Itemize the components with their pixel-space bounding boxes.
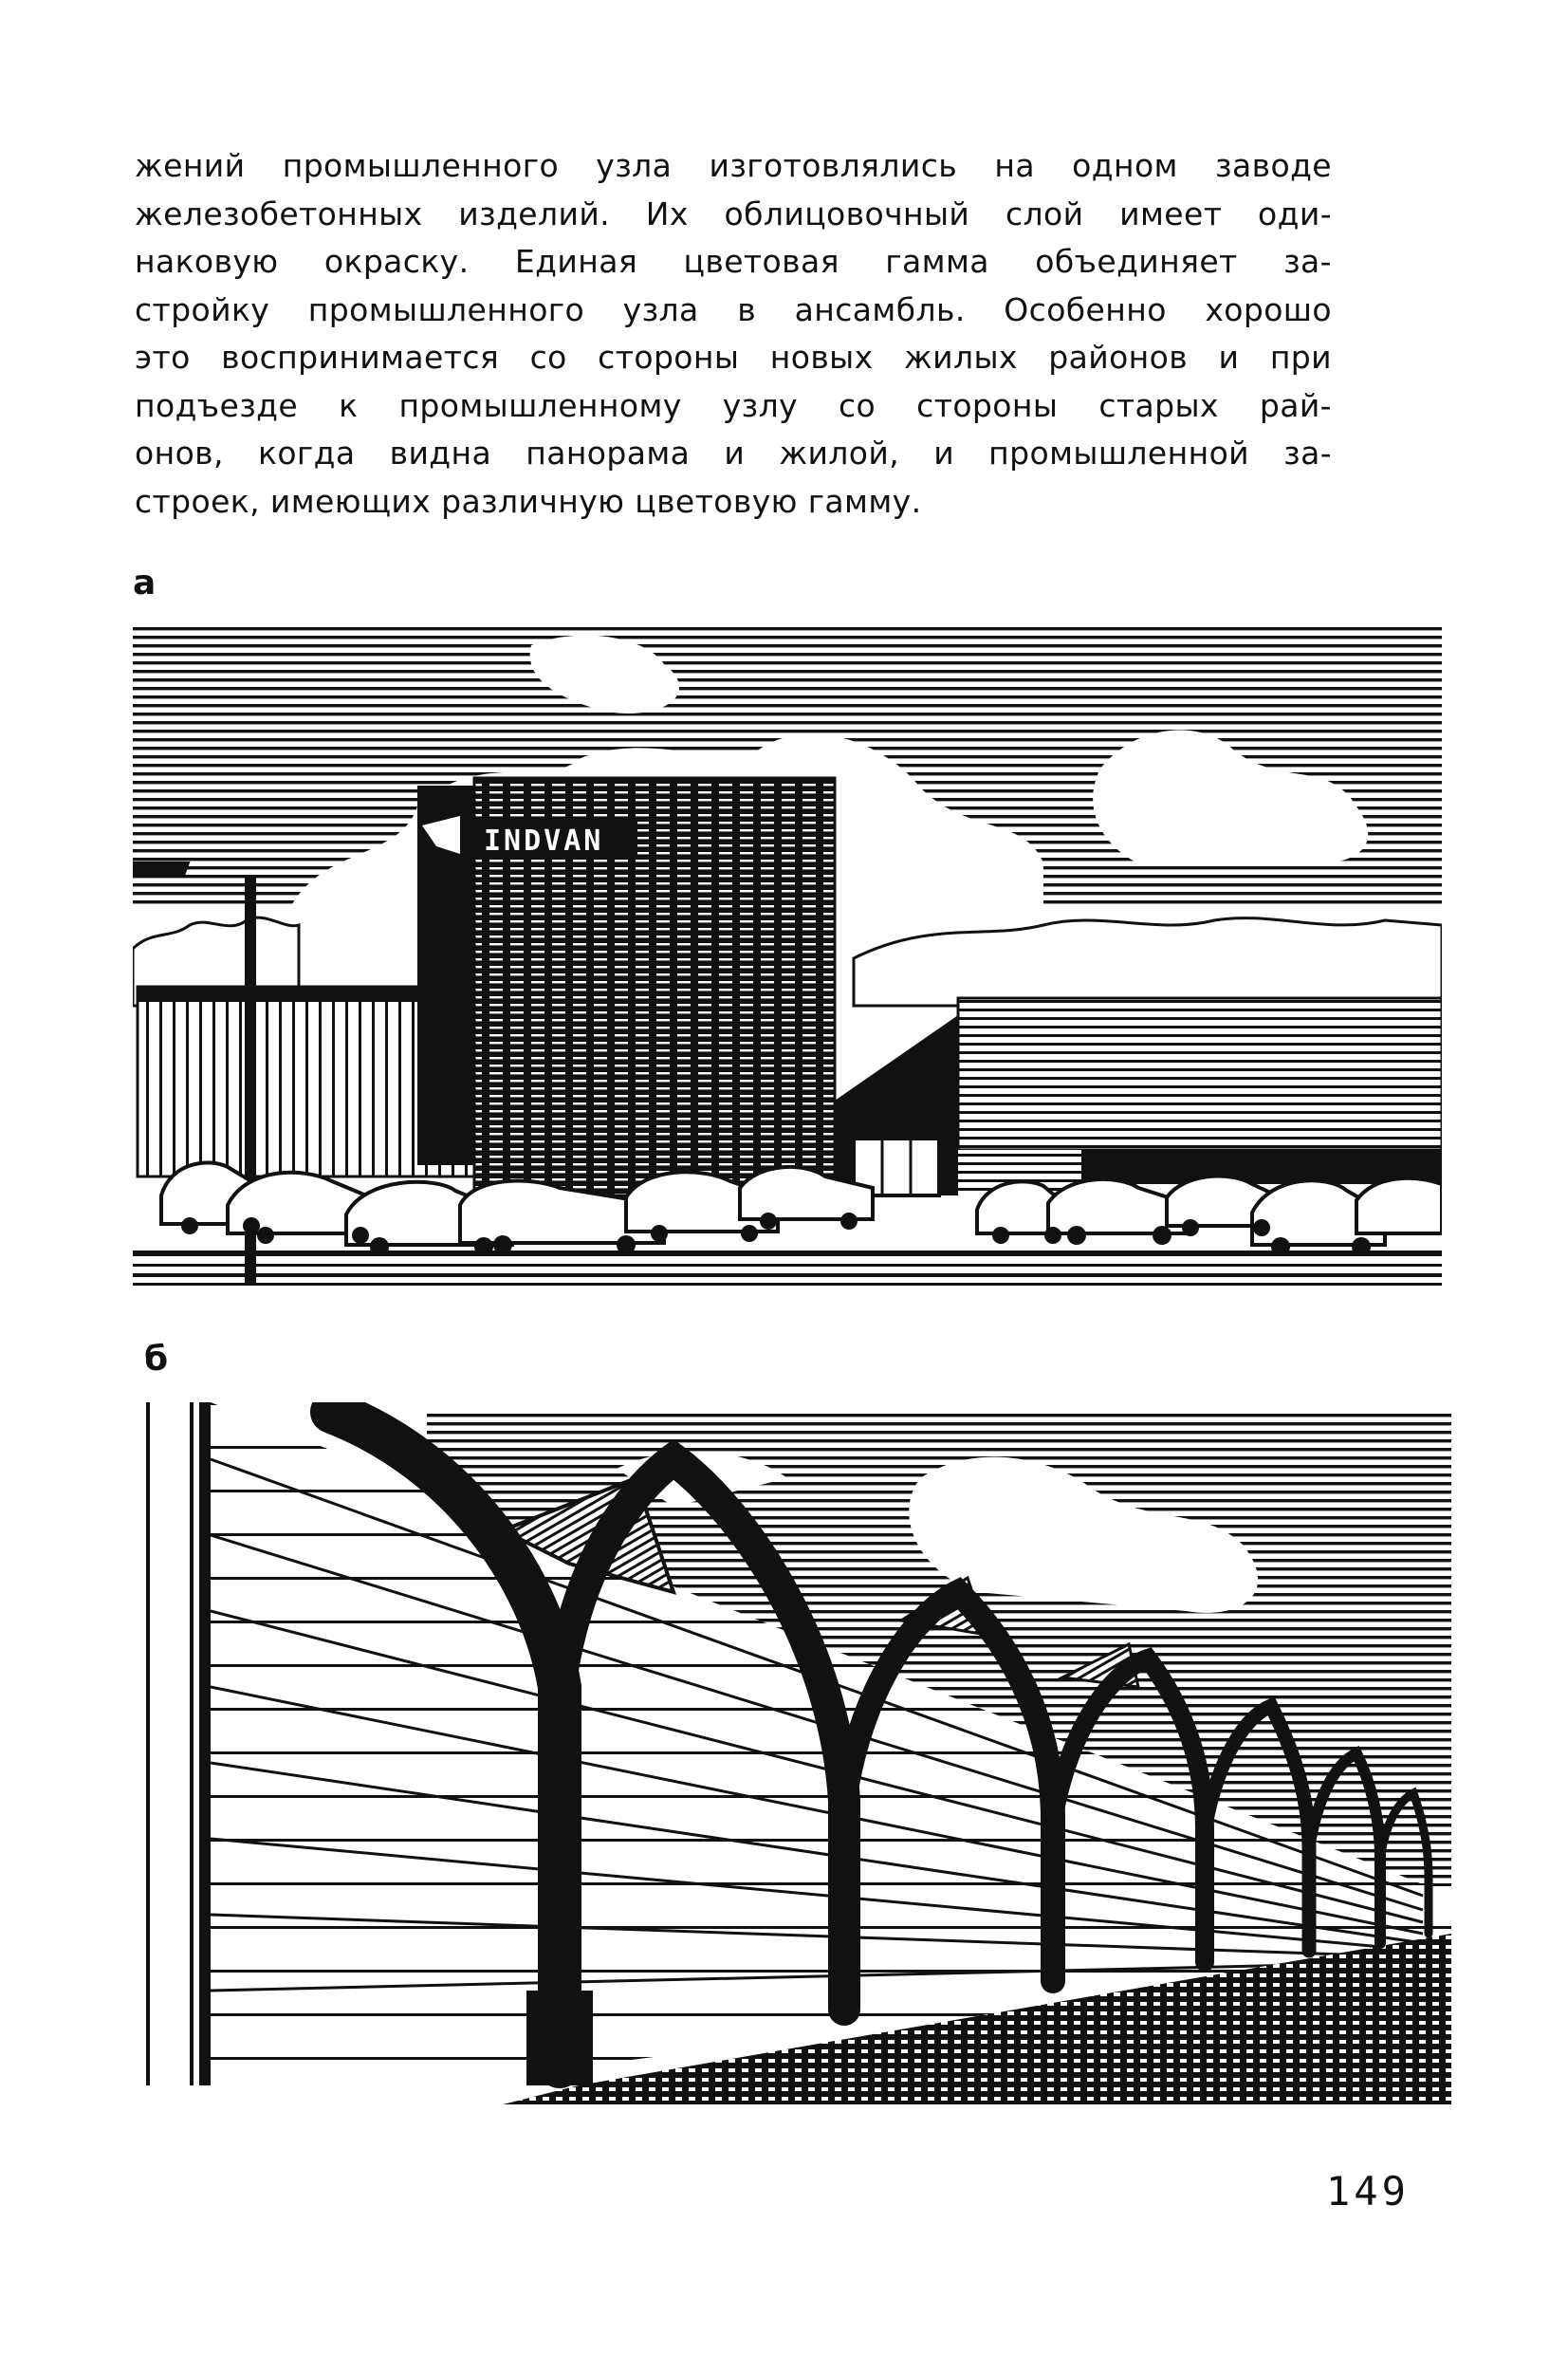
figure-b-illustration [142,1402,1451,2104]
text-line: наковую окраску. Единая цветовая гамма объединяет за- [135,243,1332,280]
text-line: жений промышленного узла изготовлялись на одном заводе [135,147,1332,184]
text-line: это воспринимается со стороны новых жилых районов и при [135,339,1332,376]
figure-a-label: а [133,564,157,602]
text-line: онов, когда видна панорама и жилой, и промышленной за- [135,435,1332,472]
building-sign: INDVAN [484,824,604,858]
figure-b-label: б [144,1340,169,1379]
page-number: 149 [1326,2168,1410,2214]
body-text [135,142,1332,526]
text-line: стройку промышленного узла в ансамбль. Особенно хорошо [135,290,1332,328]
text-line: строек, имеющих различную цветовую гамму. [135,482,922,520]
figure-a-illustration [133,607,1442,1290]
text-line: подъезде к промышленному узлу со стороны старых рай- [135,386,1332,424]
text-line: железобетонных изделий. Их облицовочный слой имеет оди- [135,195,1332,232]
